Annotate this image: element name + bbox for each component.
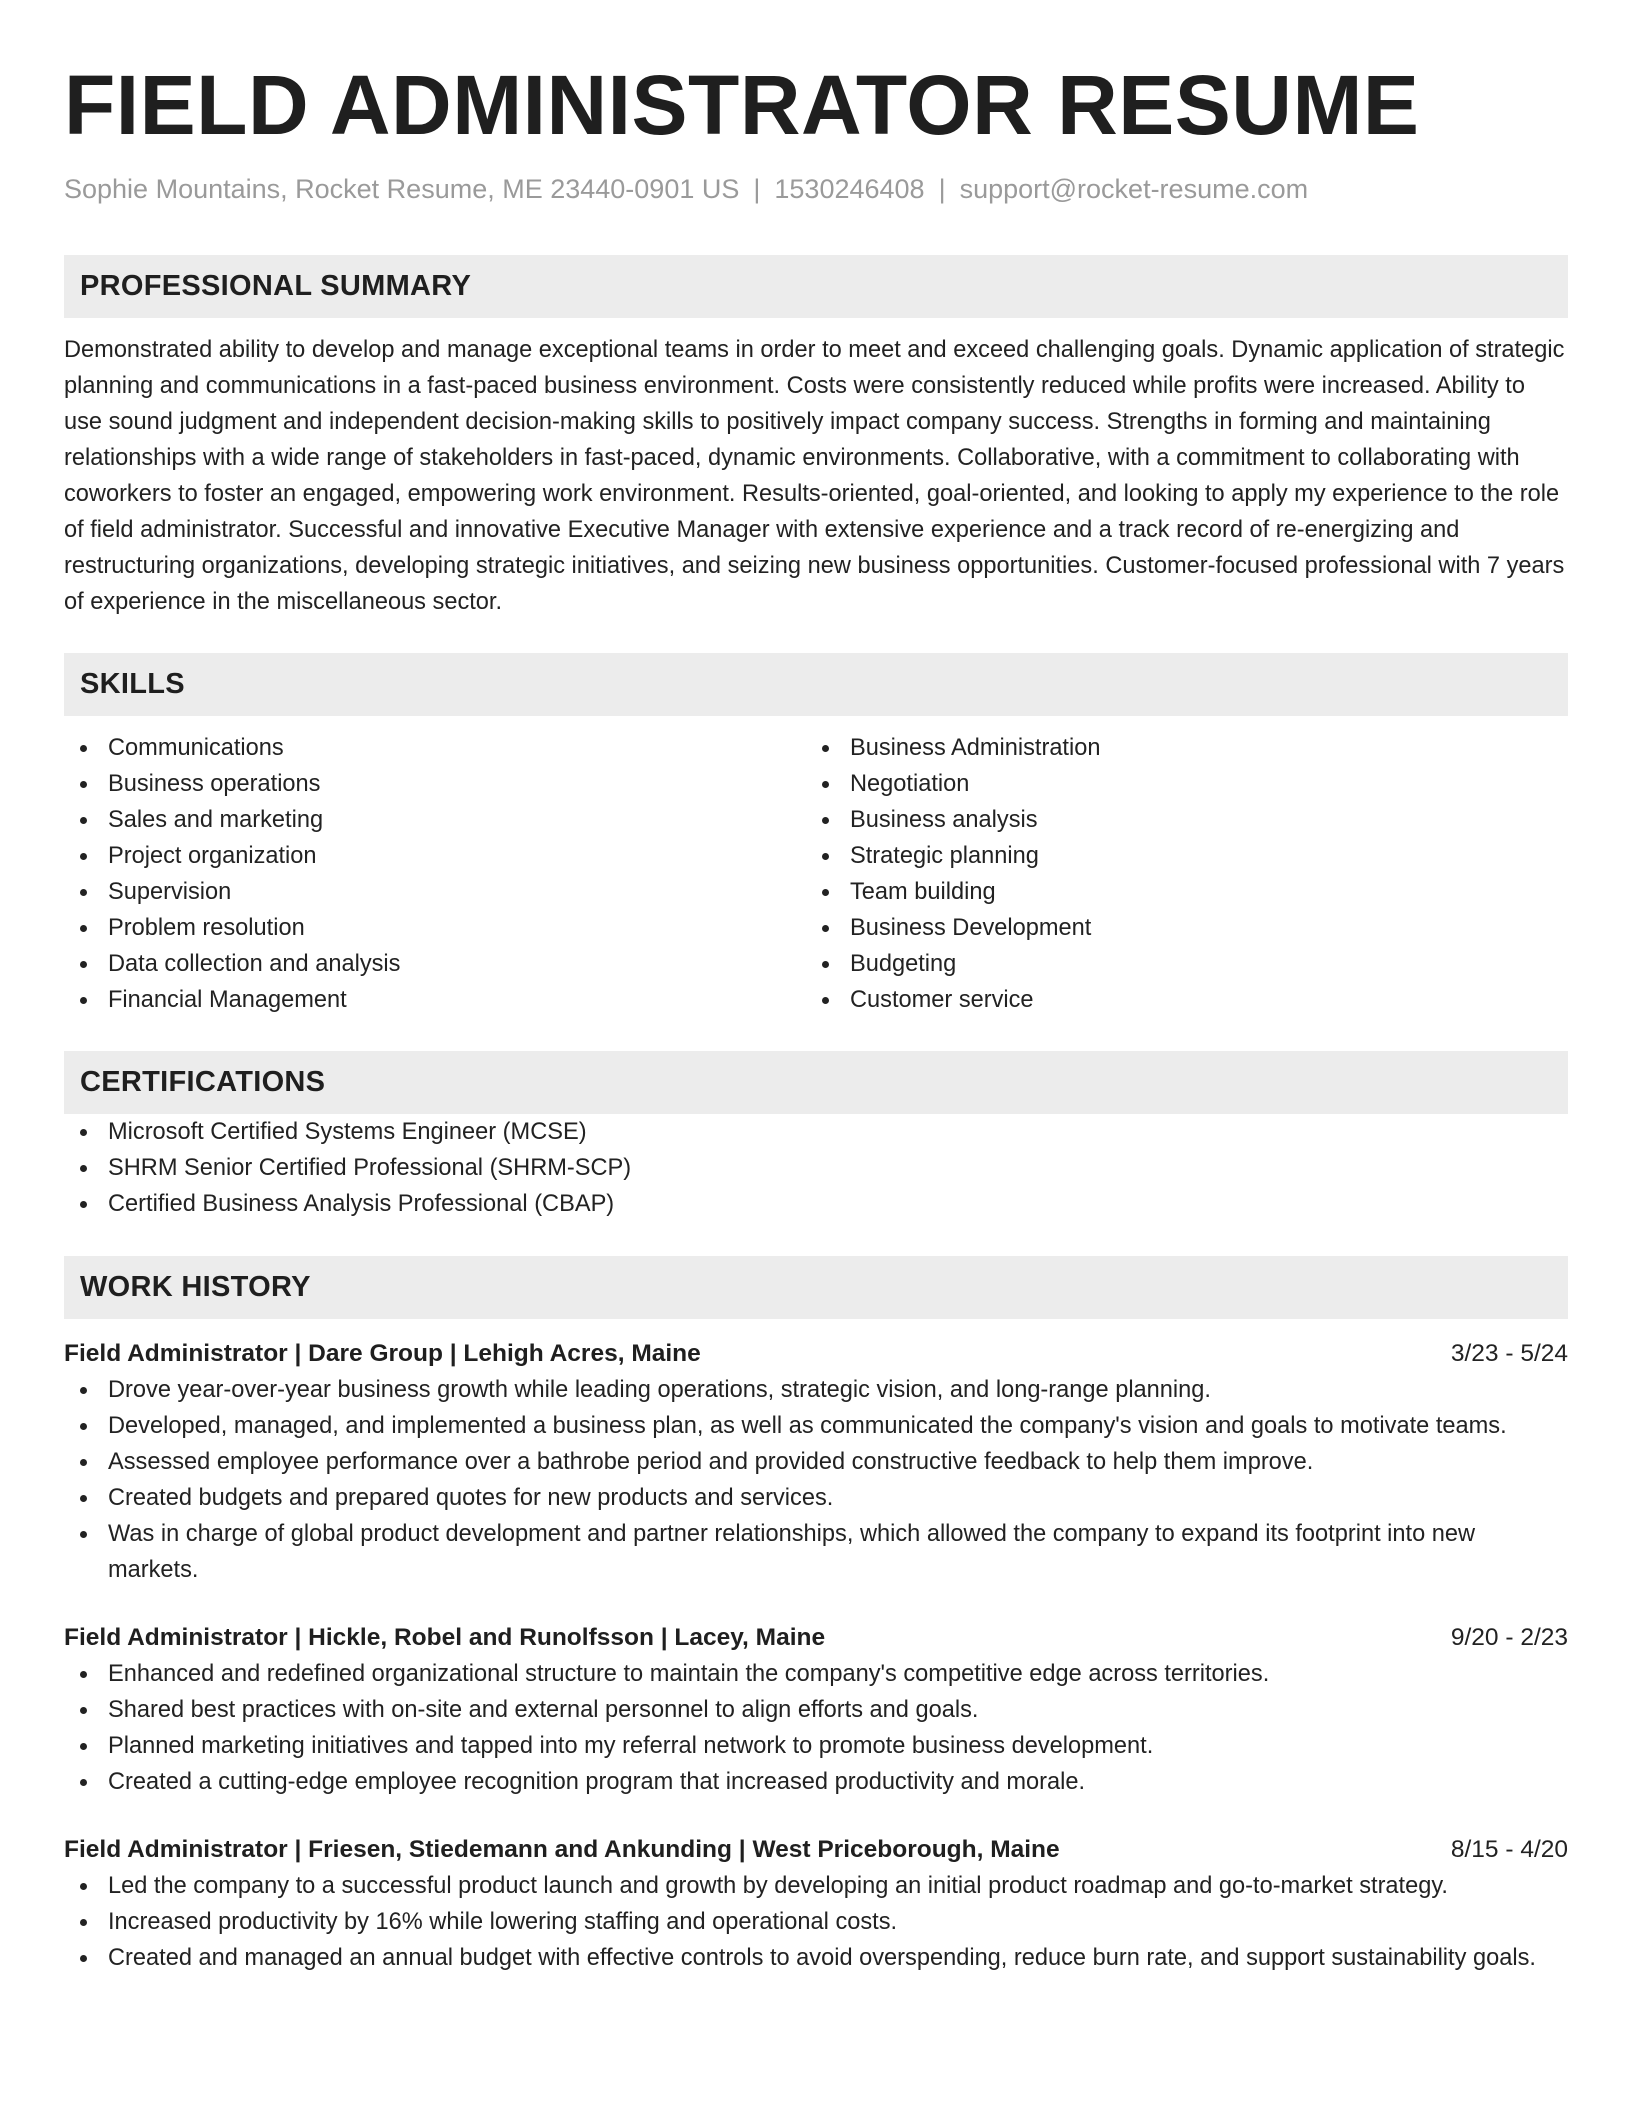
job-bullet: Enhanced and redefined organizational structure to maintain the company's competitive edge across territories. [64,1656,1568,1692]
job-header [64,1832,1568,1868]
certifications-list [64,1114,1568,1222]
certification-item: SHRM Senior Certified Professional (SHRM-SCP) [64,1150,1568,1186]
skill-item: Business Development [806,910,1548,946]
skill-item: Data collection and analysis [64,946,806,982]
job-title: Field Administrator | Hickle, Robel and Runolfsson | Lacey, Maine [64,1624,826,1651]
skills-column-right [806,730,1548,1018]
job-bullets [64,1868,1568,1976]
job-header [64,1620,1568,1656]
contact-email: support@rocket-resume.com [959,174,1309,204]
certification-item: Certified Business Analysis Professional (CBAP) [64,1186,1568,1222]
job-title: Field Administrator | Dare Group | Lehigh Acres, Maine [64,1340,701,1367]
skill-item: Customer service [806,982,1548,1018]
job-bullet: Increased productivity by 16% while lowering staffing and operational costs. [64,1904,1568,1940]
job-entry [64,1620,1568,1800]
job-header [64,1336,1568,1372]
job-title: Field Administrator | Friesen, Stiedemann and Ankunding | West Priceborough, Maine [64,1836,1060,1863]
job-bullet: Was in charge of global product development and partner relationships, which allowed the company to expand its footprint into new markets. [64,1516,1568,1588]
skills-grid [64,730,1568,1018]
skills-heading: SKILLS [64,653,1568,716]
skills-list-left [64,730,806,1018]
job-dates: 8/15 - 4/20 [1450,1836,1568,1863]
skill-item: Problem resolution [64,910,806,946]
summary-text: Demonstrated ability to develop and manage exceptional teams in order to meet and exceed challenging goals. Dynamic application of strategic planning and communications in a fast-paced business environment. Costs were consistently reduced while profits were increased. Ability to use sound judgment and independent decision-making skills to positively impact company success. Strengths in forming and maintaining relationships with a wide range of stakeholders in fast-paced, dynamic environments. Collaborative, with a commitment to collaborating with coworkers to foster an engaged, empowering work environment. Results-oriented, goal-oriented, and looking to apply my experience to the role of field administrator. Successful and innovative Executive Manager with extensive experience and a track record of re-energizing and restructuring organizations, developing strategic initiatives, and seizing new business opportunities. Customer-focused professional with 7 years of experience in the miscellaneous sector. [64,337,1565,615]
job-dates: 9/20 - 2/23 [1450,1624,1568,1651]
job-entry [64,1336,1568,1588]
job-bullets [64,1372,1568,1588]
contact-separator: | [938,174,946,204]
job-bullet: Assessed employee performance over a bathrobe period and provided constructive feedback to help them improve. [64,1444,1568,1480]
skill-item: Sales and marketing [64,802,806,838]
skills-list-right [806,730,1548,1018]
contact-address: Sophie Mountains, Rocket Resume, ME 23440-0901 US [64,174,740,204]
job-bullet: Shared best practices with on-site and external personnel to align efforts and goals. [64,1692,1568,1728]
contact-separator: | [753,174,761,204]
skill-item: Strategic planning [806,838,1548,874]
job-bullet: Developed, managed, and implemented a business plan, as well as communicated the company's vision and goals to motivate teams. [64,1408,1568,1444]
skill-item: Business operations [64,766,806,802]
certification-item: Microsoft Certified Systems Engineer (MCSE) [64,1114,1568,1150]
skill-item: Team building [806,874,1548,910]
job-bullets [64,1656,1568,1800]
skill-item: Financial Management [64,982,806,1018]
certifications-heading: CERTIFICATIONS [64,1051,1568,1114]
job-bullet: Drove year-over-year business growth while leading operations, strategic vision, and long-range planning. [64,1372,1568,1408]
contact-line [64,172,1568,206]
skill-item: Budgeting [806,946,1548,982]
job-dates: 3/23 - 5/24 [1450,1340,1568,1367]
job-entry [64,1832,1568,1976]
resume-title: FIELD ADMINISTRATOR RESUME [64,58,1420,152]
summary-heading: PROFESSIONAL SUMMARY [64,255,1568,318]
skill-item: Project organization [64,838,806,874]
skill-item: Communications [64,730,806,766]
contact-phone: 1530246408 [774,174,925,204]
skill-item: Supervision [64,874,806,910]
job-bullet: Created a cutting-edge employee recognition program that increased productivity and morale. [64,1764,1568,1800]
skills-column-left [64,730,806,1018]
job-bullet: Planned marketing initiatives and tapped into my referral network to promote business development. [64,1728,1568,1764]
skill-item: Negotiation [806,766,1548,802]
job-bullet: Led the company to a successful product launch and growth by developing an initial product roadmap and go-to-market strategy. [64,1868,1568,1904]
skill-item: Business Administration [806,730,1548,766]
job-bullet: Created budgets and prepared quotes for new products and services. [64,1480,1568,1516]
work-history-heading: WORK HISTORY [64,1256,1568,1319]
skill-item: Business analysis [806,802,1548,838]
job-bullet: Created and managed an annual budget with effective controls to avoid overspending, reduce burn rate, and support sustainability goals. [64,1940,1568,1976]
